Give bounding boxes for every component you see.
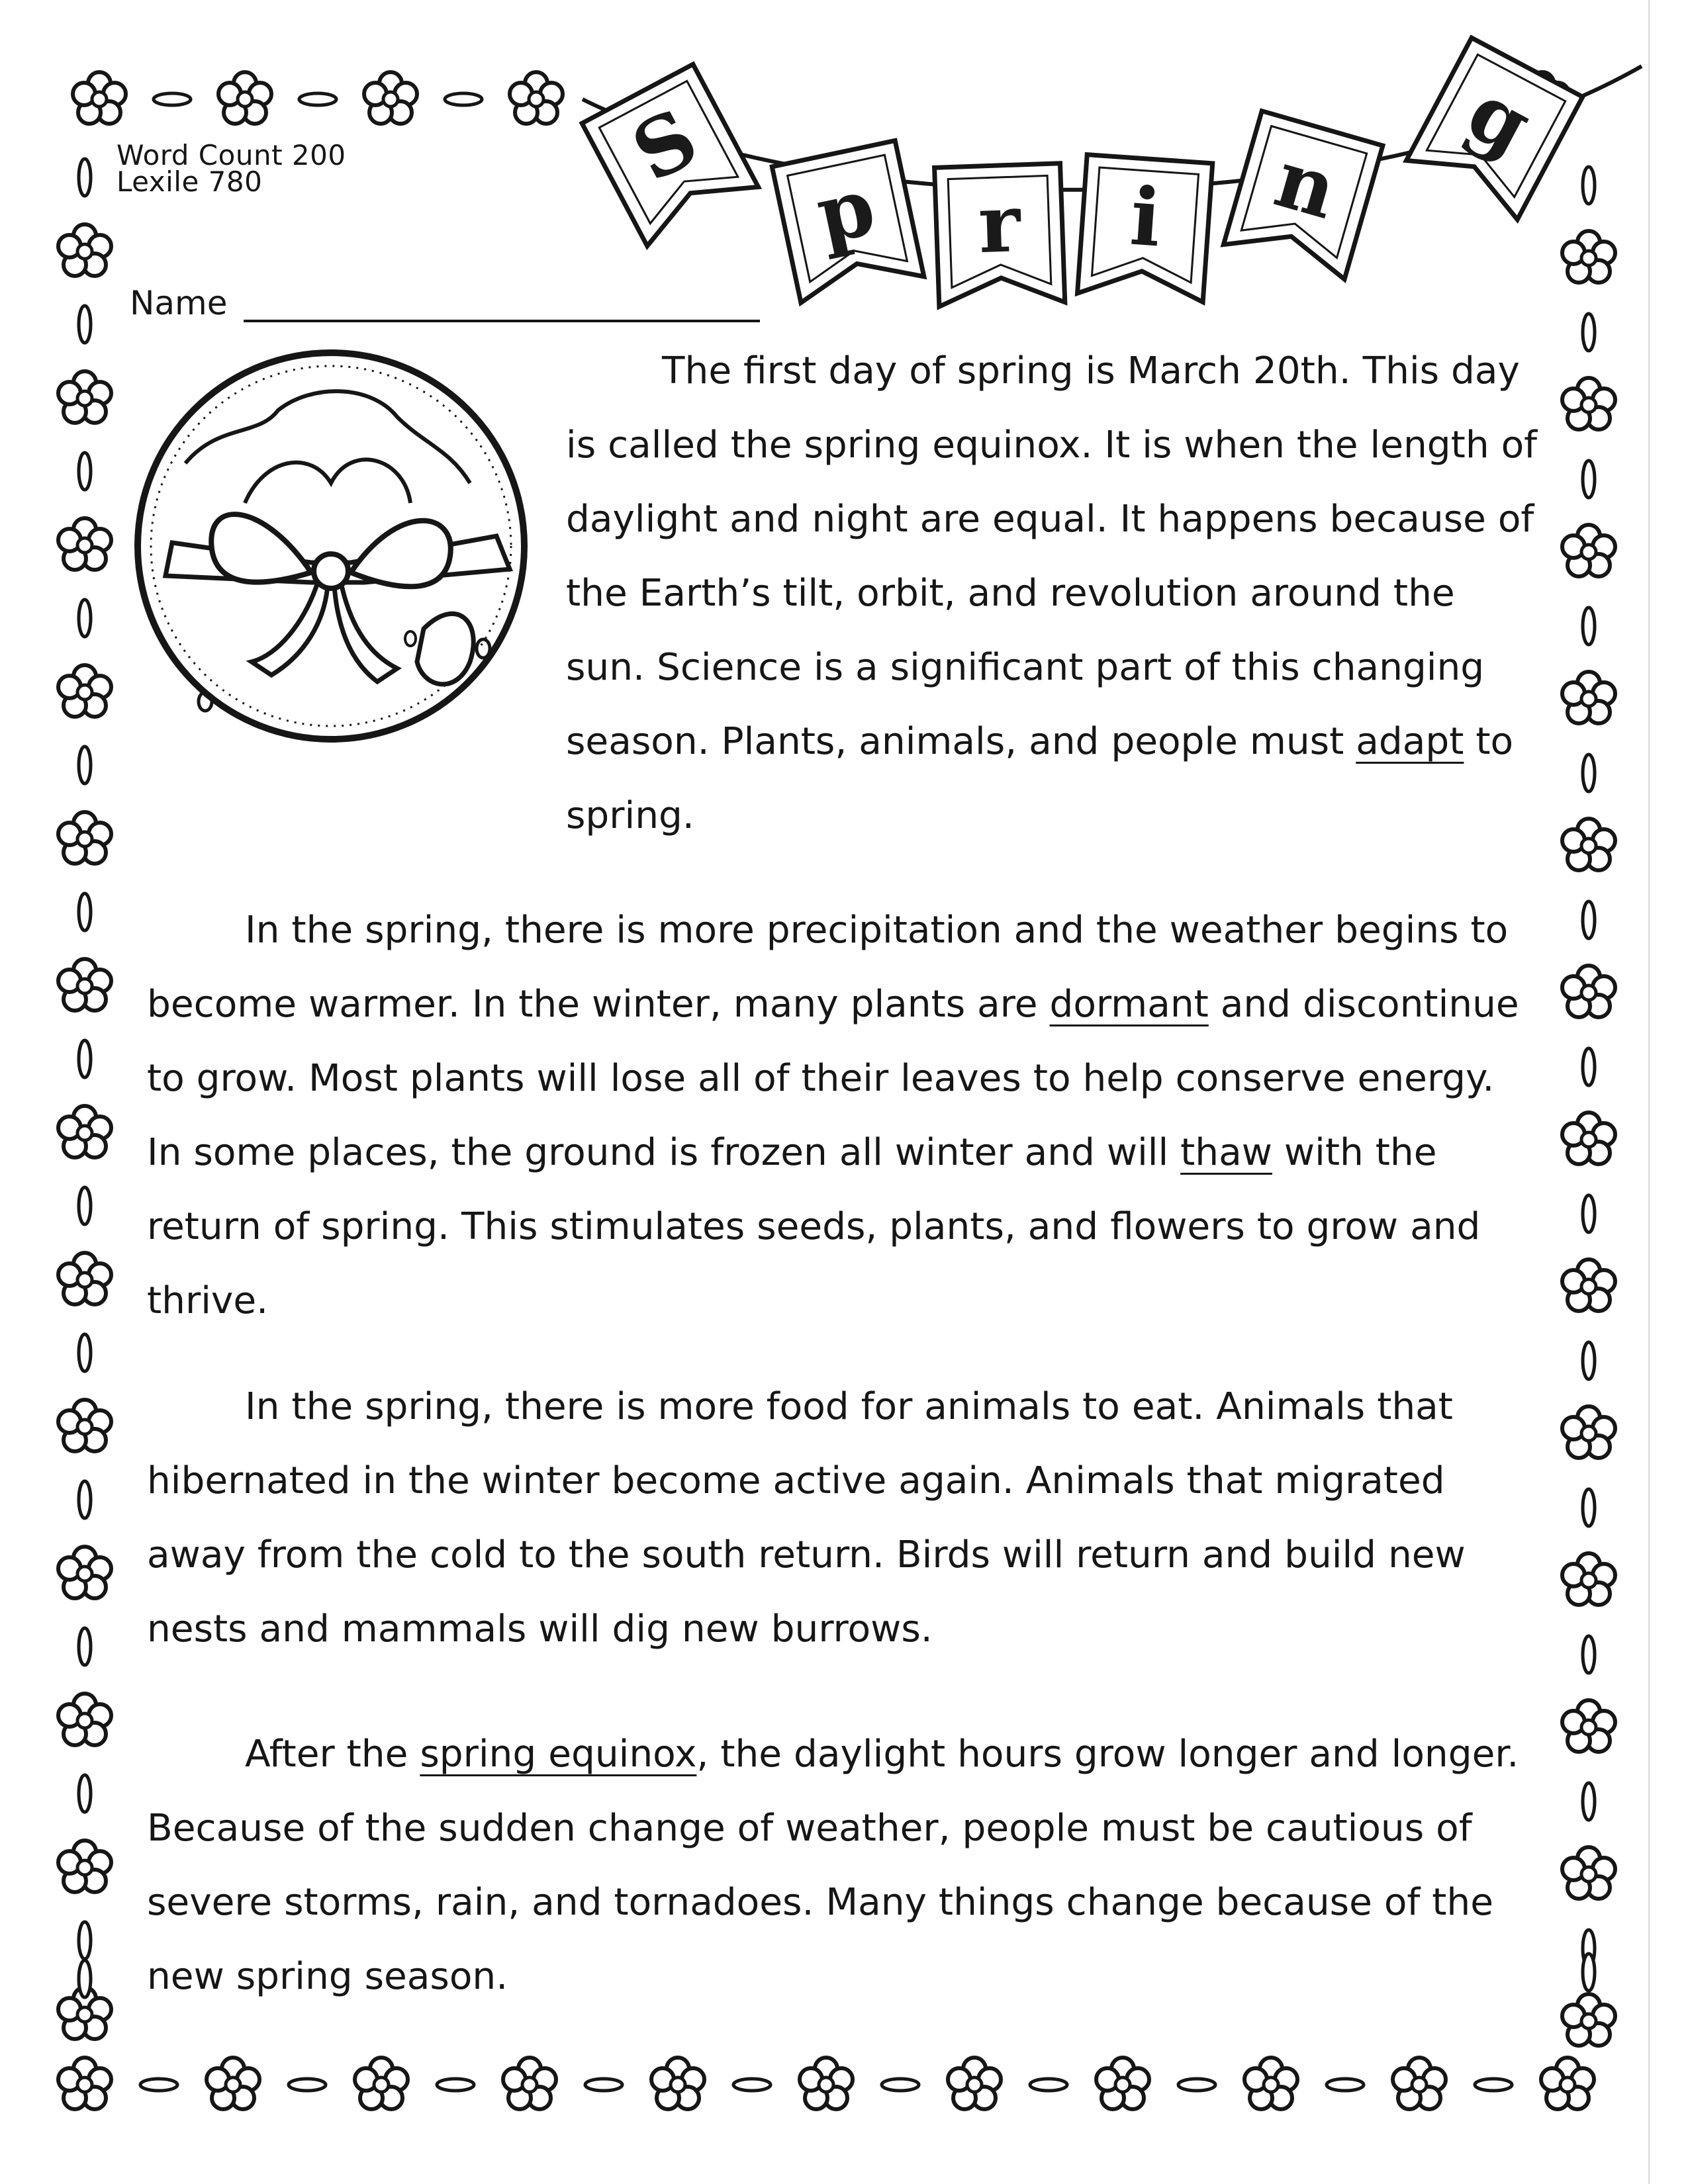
paragraph-4-text-start: After the [245,1733,420,1776]
flower-icon [1562,1994,1615,2046]
leaf-icon [1583,1342,1595,1379]
flower-icon [651,2058,704,2109]
paragraph-3 [147,1370,1530,1666]
flower-icon [1562,1259,1615,1311]
paragraph-1 [566,334,1539,853]
banner-letter: p [808,159,883,263]
vocab-dormant: dormant [1049,983,1209,1026]
leaf-icon [585,2079,622,2091]
leaf-icon [79,1922,91,1959]
paragraph-2-text-mid: and discontinue to grow. Most plants will lose all of their leaves to help conserve energy. In some places, the ground is frozen all winter and will [147,983,1519,1174]
leaf-icon [79,306,91,343]
flower-icon [58,1400,111,1451]
leaf-icon [1583,1489,1595,1526]
flower-icon [58,371,111,423]
flower-icon [58,1547,111,1598]
flower-icon [58,1694,111,1745]
paragraph-2-text: In the spring, there is more precipitation and the weather begins to become warmer. In the winter, many plants are [147,909,1509,1026]
leaf-icon [1583,901,1595,938]
flower-icon [1244,2058,1297,2109]
paragraph-4 [147,1717,1530,2014]
vocab-spring-equinox: spring equinox [420,1733,697,1776]
flower-icon [58,812,111,864]
flower-icon [58,1106,111,1158]
banner-letter: n [1265,132,1347,238]
banner-flag [1078,155,1213,302]
flower-icon [73,72,126,124]
leaf-icon [1583,1048,1595,1085]
leaf-icon [79,1481,91,1518]
flower-icon [58,518,111,570]
leaf-icon [1583,608,1595,645]
name-field [130,281,760,322]
leaf-icon [79,1628,91,1665]
flower-icon [1562,1847,1615,1899]
paragraph-2 [147,893,1530,1338]
flower-icon [58,224,111,276]
flower-icon [1562,1113,1615,1164]
banner-letter: S [618,91,712,201]
banner-flag [1406,38,1582,220]
leaf-icon [154,93,191,105]
flower-icon [58,2058,111,2109]
paragraph-4-text: , the daylight hours grow longer and longer. Because of the sudden change of weather, people must be cautious of severe storms, rain, and tornadoes. Many things change because of the new spring season. [147,1733,1519,1998]
banner-flag [582,64,758,246]
leaf-icon [79,1960,91,1997]
flower-icon [1562,1700,1615,1752]
banner-letter: r [976,176,1022,272]
flower-icon [1562,966,1615,1017]
leaf-icon [1583,1954,1595,1991]
leaf-icon [79,1187,91,1224]
vocab-thaw: thaw [1180,1131,1272,1174]
reading-stats [117,139,346,198]
leaf-icon [79,159,91,196]
leaf-icon [1583,1636,1595,1673]
leaf-icon [1030,2079,1067,2091]
flower-icon [58,959,111,1011]
flower-icon [1541,2058,1594,2109]
leaf-icon [1583,1783,1595,1820]
flower-icon [58,1253,111,1304]
flower-icon [58,665,111,717]
word-count: Word Count 200 [117,139,346,171]
leaf-icon [1178,2079,1215,2091]
leaf-icon [733,2079,771,2091]
flower-icon [1562,1553,1615,1605]
leaf-icon [79,747,91,784]
leaf-icon [79,600,91,637]
leaf-icon [882,2079,919,2091]
leaf-icon [299,93,336,105]
flower-icon [207,2058,259,2109]
flower-icon [218,72,271,124]
banner-letter: i [1127,169,1164,265]
flower-icon [1562,1406,1615,1458]
leaf-icon [79,893,91,931]
lexile-level: Lexile 780 [117,165,263,198]
leaf-icon [140,2079,177,2091]
paragraph-1-text: The first day of spring is March 20th. This day is called the spring equinox. It is when the length of daylight and night are equal. It happens because of the Earth’s tilt, orbit, and revolution around the sun. Science is a significant part of this changing season. Plants, animals, and people must [566,349,1538,763]
paragraph-3-text: In the spring, there is more food for animals to eat. Animals that hibernated in the winter become active again. Animals that migrated away from the cold to the south return. Birds will return and build new nests and mammals will dig new burrows. [147,1385,1466,1651]
banner-letter: g [1453,64,1546,173]
paragraph-2-text-end: with the return of spring. This stimulates seeds, plants, and flowers to grow and thrive. [147,1131,1481,1322]
flower-icon [800,2058,853,2109]
flower-icon [948,2058,1001,2109]
name-label: Name [130,284,228,322]
flower-icon [503,2058,556,2109]
paragraph-1-text-end: to spring. [566,720,1514,837]
name-line[interactable] [244,281,760,322]
leaf-icon [79,1334,91,1371]
leaf-icon [289,2079,326,2091]
flower-icon [355,2058,408,2109]
leaf-icon [79,1040,91,1077]
flower-icon [1562,672,1615,723]
leaf-icon [1583,754,1595,792]
leaf-icon [1475,2079,1512,2091]
flower-icon [1393,2058,1446,2109]
leaf-icon [79,1775,91,1812]
leaf-icon [1583,461,1595,498]
banner-flag [935,163,1065,307]
leaf-icon [79,453,91,490]
flower-icon [364,72,417,124]
leaf-icon [445,93,482,105]
vocab-adapt: adapt [1356,720,1464,763]
flower-icon [58,1841,111,1892]
flower-icon [510,72,563,124]
flower-icon [1562,378,1615,430]
banner-flag [1223,111,1383,279]
flower-icon [1562,819,1615,870]
flower-icon [1096,2058,1149,2109]
leaf-icon [1327,2079,1364,2091]
leaf-icon [1583,1195,1595,1232]
leaf-icon [437,2079,474,2091]
flower-icon [1562,525,1615,576]
banner-flag [772,140,924,302]
earth-with-bow-icon [113,344,543,748]
